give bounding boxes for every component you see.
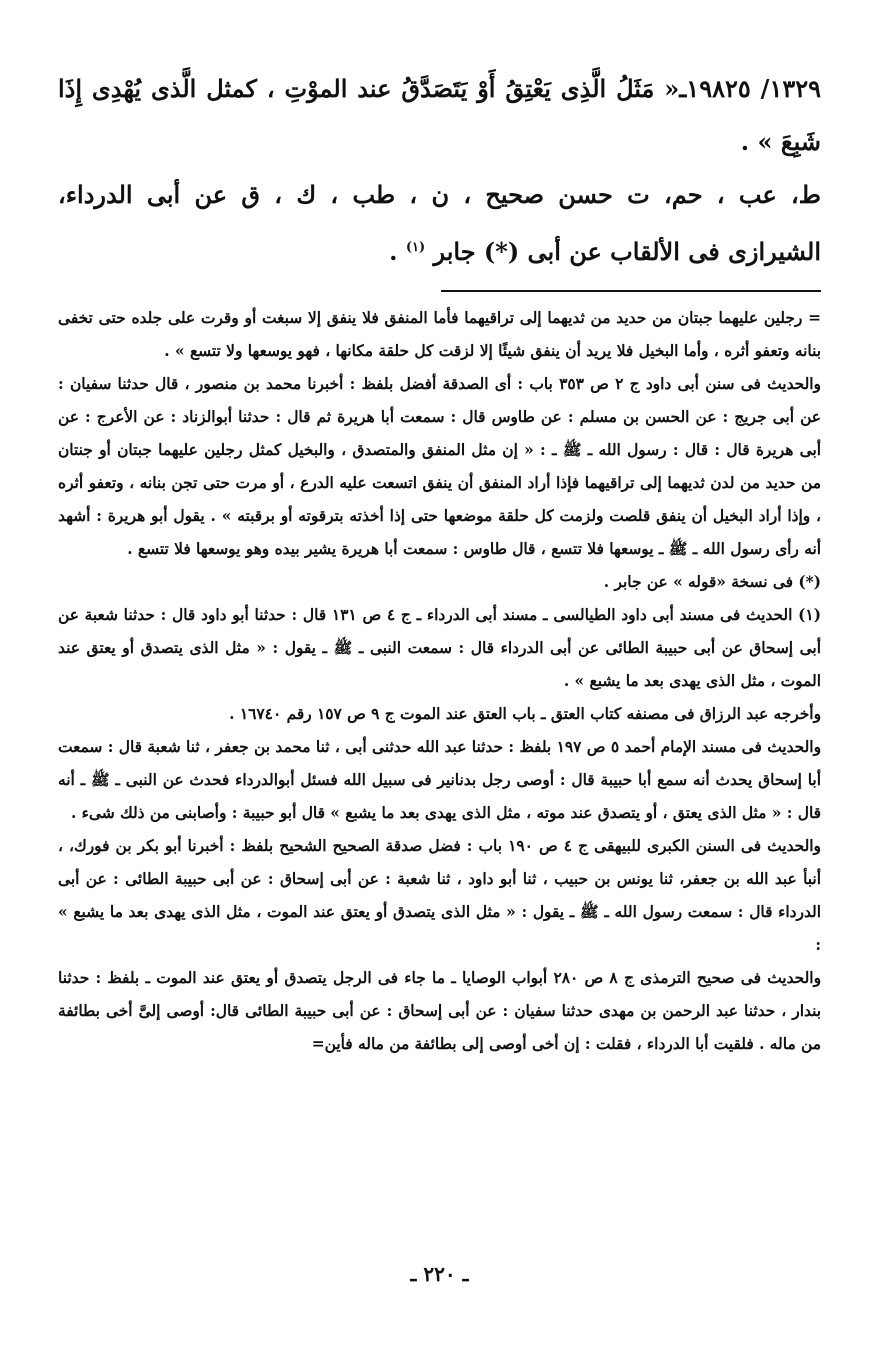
- footnote-reference: (١): [405, 240, 426, 255]
- hadith-number: ١٣٢٩/ ١٩٨٢٥ـ: [679, 74, 821, 103]
- hadith-sources: [58, 168, 821, 278]
- footnote-continuation: = رجلين عليهما جبتان من حديد من ثديهما إلى تراقيهما فأما المنفق فلا ينفق إلا سبغت أو وقرت على جلده حتى تخفى بنانه وتعفو أثره ، وأما البخيل فلا يريد أن ينفق شيئًا إلا لزقت كل حلقة مكانها ، فهو يوسعها ولا تتسع » .: [58, 309, 821, 360]
- sources-text: ط، عب ، حم، ت حسن صحيح ، ن ، طب ، ك ، ق عن أبى الدرداء، الشيرازى فى الألقاب عن أبى (*) جابر: [58, 180, 821, 266]
- hadith-entry: [58, 62, 821, 168]
- footnote-ahmad: والحديث فى مسند الإمام أحمد ٥ ص ١٩٧ بلفظ : حدثنا عبد الله حدثنى أبى ، ثنا محمد بن جعفر ، ثنا شعبة قال : سمعت أبا إسحاق يحدث أنه سمع أبا حبيبة قال : أوصى رجل بدنانير فى سبيل الله فسئل أبوالدرداء فحدث عن النبى ـ ﷺ ـ أنه قال : « مثل الذى يعتق ، أو يتصدق عند موته ، مثل الذى يهدى بعد ما يشبع » قال أبو حبيبة : وأصابنى من ذلك شىء .: [58, 738, 822, 822]
- page-number: ـ ٢٢٠ ـ: [410, 1262, 469, 1286]
- footnote-1: (١) الحديث فى مسند أبى داود الطيالسى ـ مسند أبى الدرداء ـ ج ٤ ص ١٣١ قال : حدثنا أبو داود قال : حدثنا شعبة عن أبى إسحاق عن أبى حبيبة الطائى عن أبى الدرداء قال : سمعت النبى ـ ﷺ ـ يقول : « مثل الذى يتصدق أو يعتق عند الموت ، مثل الذى يهدى بعد ما يشبع » .: [58, 606, 821, 690]
- footnote-bayhaqi: والحديث فى السنن الكبرى للبيهقى ج ٤ ص ١٩٠ باب : فضل صدقة الصحيح الشحيح بلفظ : أخبرنا أبو بكر بن فورك، ، أنبأ عبد الله بن جعفر، ثنا يونس بن حبيب ، ثنا أبو داود ، ثنا شعبة : عن أبى إسحاق : عن أبى حبيبة الطائى : عن أبى الدرداء قال : سمعت رسول الله ـ ﷺ ـ يقول : « مثل الذى يتصدق أو يعتق عند الموت ، مثل الذى يهدى بعد ما يشبع » :: [58, 837, 821, 954]
- footnotes: [58, 302, 821, 1061]
- footnote-asterisk: (*) فى نسخة «قوله » عن جابر .: [603, 573, 821, 591]
- footnote-tirmidhi: والحديث فى صحيح الترمذى ج ٨ ص ٢٨٠ أبواب الوصايا ـ ما جاء فى الرجل يتصدق أو يعتق عند الموت ـ بلفظ : حدثنا بندار ، حدثنا عبد الرحمن بن مهدى حدثنا سفيان : عن أبى إسحاق : عن أبى حبيبة الطائى قال: أوصى إلىَّ أخى بطائفة من ماله . فلقيت أبا الدرداء ، فقلت : إن أخى أوصى إلى بطائفة من ماله فأين=: [58, 969, 821, 1053]
- hadith-text: « مَثَلُ الَّذِى يَعْتِقُ أَوْ يَتَصَدَّقُ عند الموْتِ ، كمثل الَّذى يُهْدِى إِذَا شَبِعَ » .: [58, 74, 821, 156]
- main-text: [58, 62, 821, 278]
- footnote-divider: [441, 290, 821, 292]
- sources-end: .: [389, 237, 406, 266]
- footnote-abudawud: والحديث فى سنن أبى داود ج ٢ ص ٣٥٣ باب : أى الصدقة أفضل بلفظ : أخبرنا محمد بن منصور ، قال حدثنا سفيان : عن أبى جريج : عن الحسن بن مسلم : عن طاوس قال : سمعت أبا هريرة ثم قال : حدثنا أبوالزناد : عن الأعرج : عن أبى هريرة قال : قال : رسول الله ـ ﷺ ـ : « إن مثل المنفق والمتصدق ، والبخيل كمثل رجلين عليهما جبتان أو جنتان من حديد من لدن ثديهما إلى تراقيهما فإذا أراد المنفق أن ينفق اتسعت عليه الدرع ، أو مرت حتى تجن بنانه ، وتعفو أثره ، وإذا أراد البخيل أن ينفق قلصت ولزمت كل حلقة موضعها حتى إذا أخذته بترقوته أو برقبته » . يقول أبو هريرة : أشهد أنه رأى رسول الله ـ ﷺ ـ يوسعها فلا تتسع ، قال طاوس : سمعت أبا هريرة يشير بيده وهو يوسعها فلا تتسع .: [58, 375, 821, 558]
- footnote-abdulrazzaq: وأخرجه عبد الرزاق فى مصنفه كتاب العتق ـ باب العتق عند الموت ج ٩ ص ١٥٧ رقم ١٦٧٤٠ .: [229, 705, 821, 723]
